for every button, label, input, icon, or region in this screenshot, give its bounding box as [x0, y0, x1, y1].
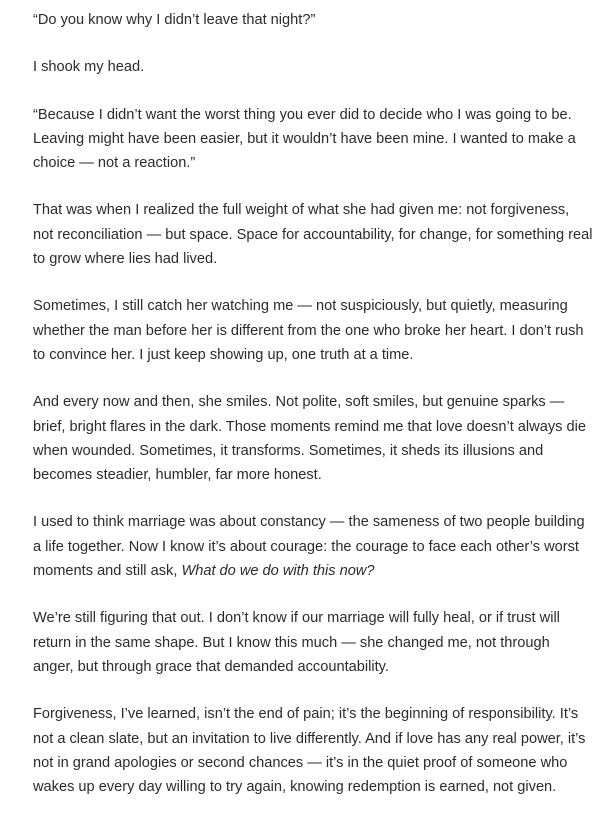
paragraph-5-text: Sometimes, I still catch her watching me — not suspiciously, but quietly, measuring whether the man before her is different from the one who broke her heart. I don’t rush to convince her. I just keep showing up, one truth at a time.	[33, 298, 584, 363]
paragraph-4-text: That was when I realized the full weight of what she had given me: not forgiveness, not reconciliation — but space. Space for accountability, for change, for something real to grow where lies had lived.	[33, 202, 593, 268]
paragraph-7	[33, 510, 593, 583]
paragraph-1	[33, 8, 593, 32]
paragraph-2	[33, 55, 593, 79]
paragraph-6	[33, 390, 593, 487]
paragraph-3	[33, 103, 593, 176]
paragraph-4	[33, 198, 593, 271]
paragraph-3-text: “Because I didn’t want the worst thing you ever did to decide who I was going to be. Leaving might have been easier, but it wouldn’t have been mine. I wanted to make a choice — not a reaction.”	[33, 106, 576, 172]
article-body	[33, 8, 593, 799]
paragraph-7-emphasis: What do we do with this now?	[181, 563, 375, 580]
paragraph-9	[33, 702, 593, 799]
paragraph-8	[33, 606, 593, 679]
paragraph-1-text: “Do you know why I didn’t leave that night?”	[33, 12, 316, 28]
paragraph-2-text: I shook my head.	[33, 59, 145, 76]
paragraph-7-text: I used to think marriage was about constancy — the sameness of two people building a life together. Now I know it’s about courage: the courage to face each other’s worst moments and still ask,	[33, 514, 585, 580]
paragraph-9-text: Forgiveness, I’ve learned, isn’t the end of pain; it’s the beginning of responsibility. It’s not a clean slate, but an invitation to live differently. And if love has any real power, it’s not in grand apologies or second chances — it’s in the quiet proof of someone who wakes up every day willing to try again, knowing redemption is earned, not given.	[33, 706, 586, 796]
paragraph-8-text: We’re still figuring that out. I don’t know if our marriage will fully heal, or if trust will return in the same shape. But I know this much — she changed me, not through anger, but through grace that demanded accountability.	[33, 610, 560, 675]
paragraph-6-text: And every now and then, she smiles. Not polite, soft smiles, but genuine sparks — brief, bright flares in the dark. Those moments remind me that love doesn’t always die when wounded. Sometimes, it transforms. Sometimes, it sheds its illusions and becomes steadier, humbler, far more honest.	[33, 394, 586, 484]
paragraph-5	[33, 294, 593, 367]
